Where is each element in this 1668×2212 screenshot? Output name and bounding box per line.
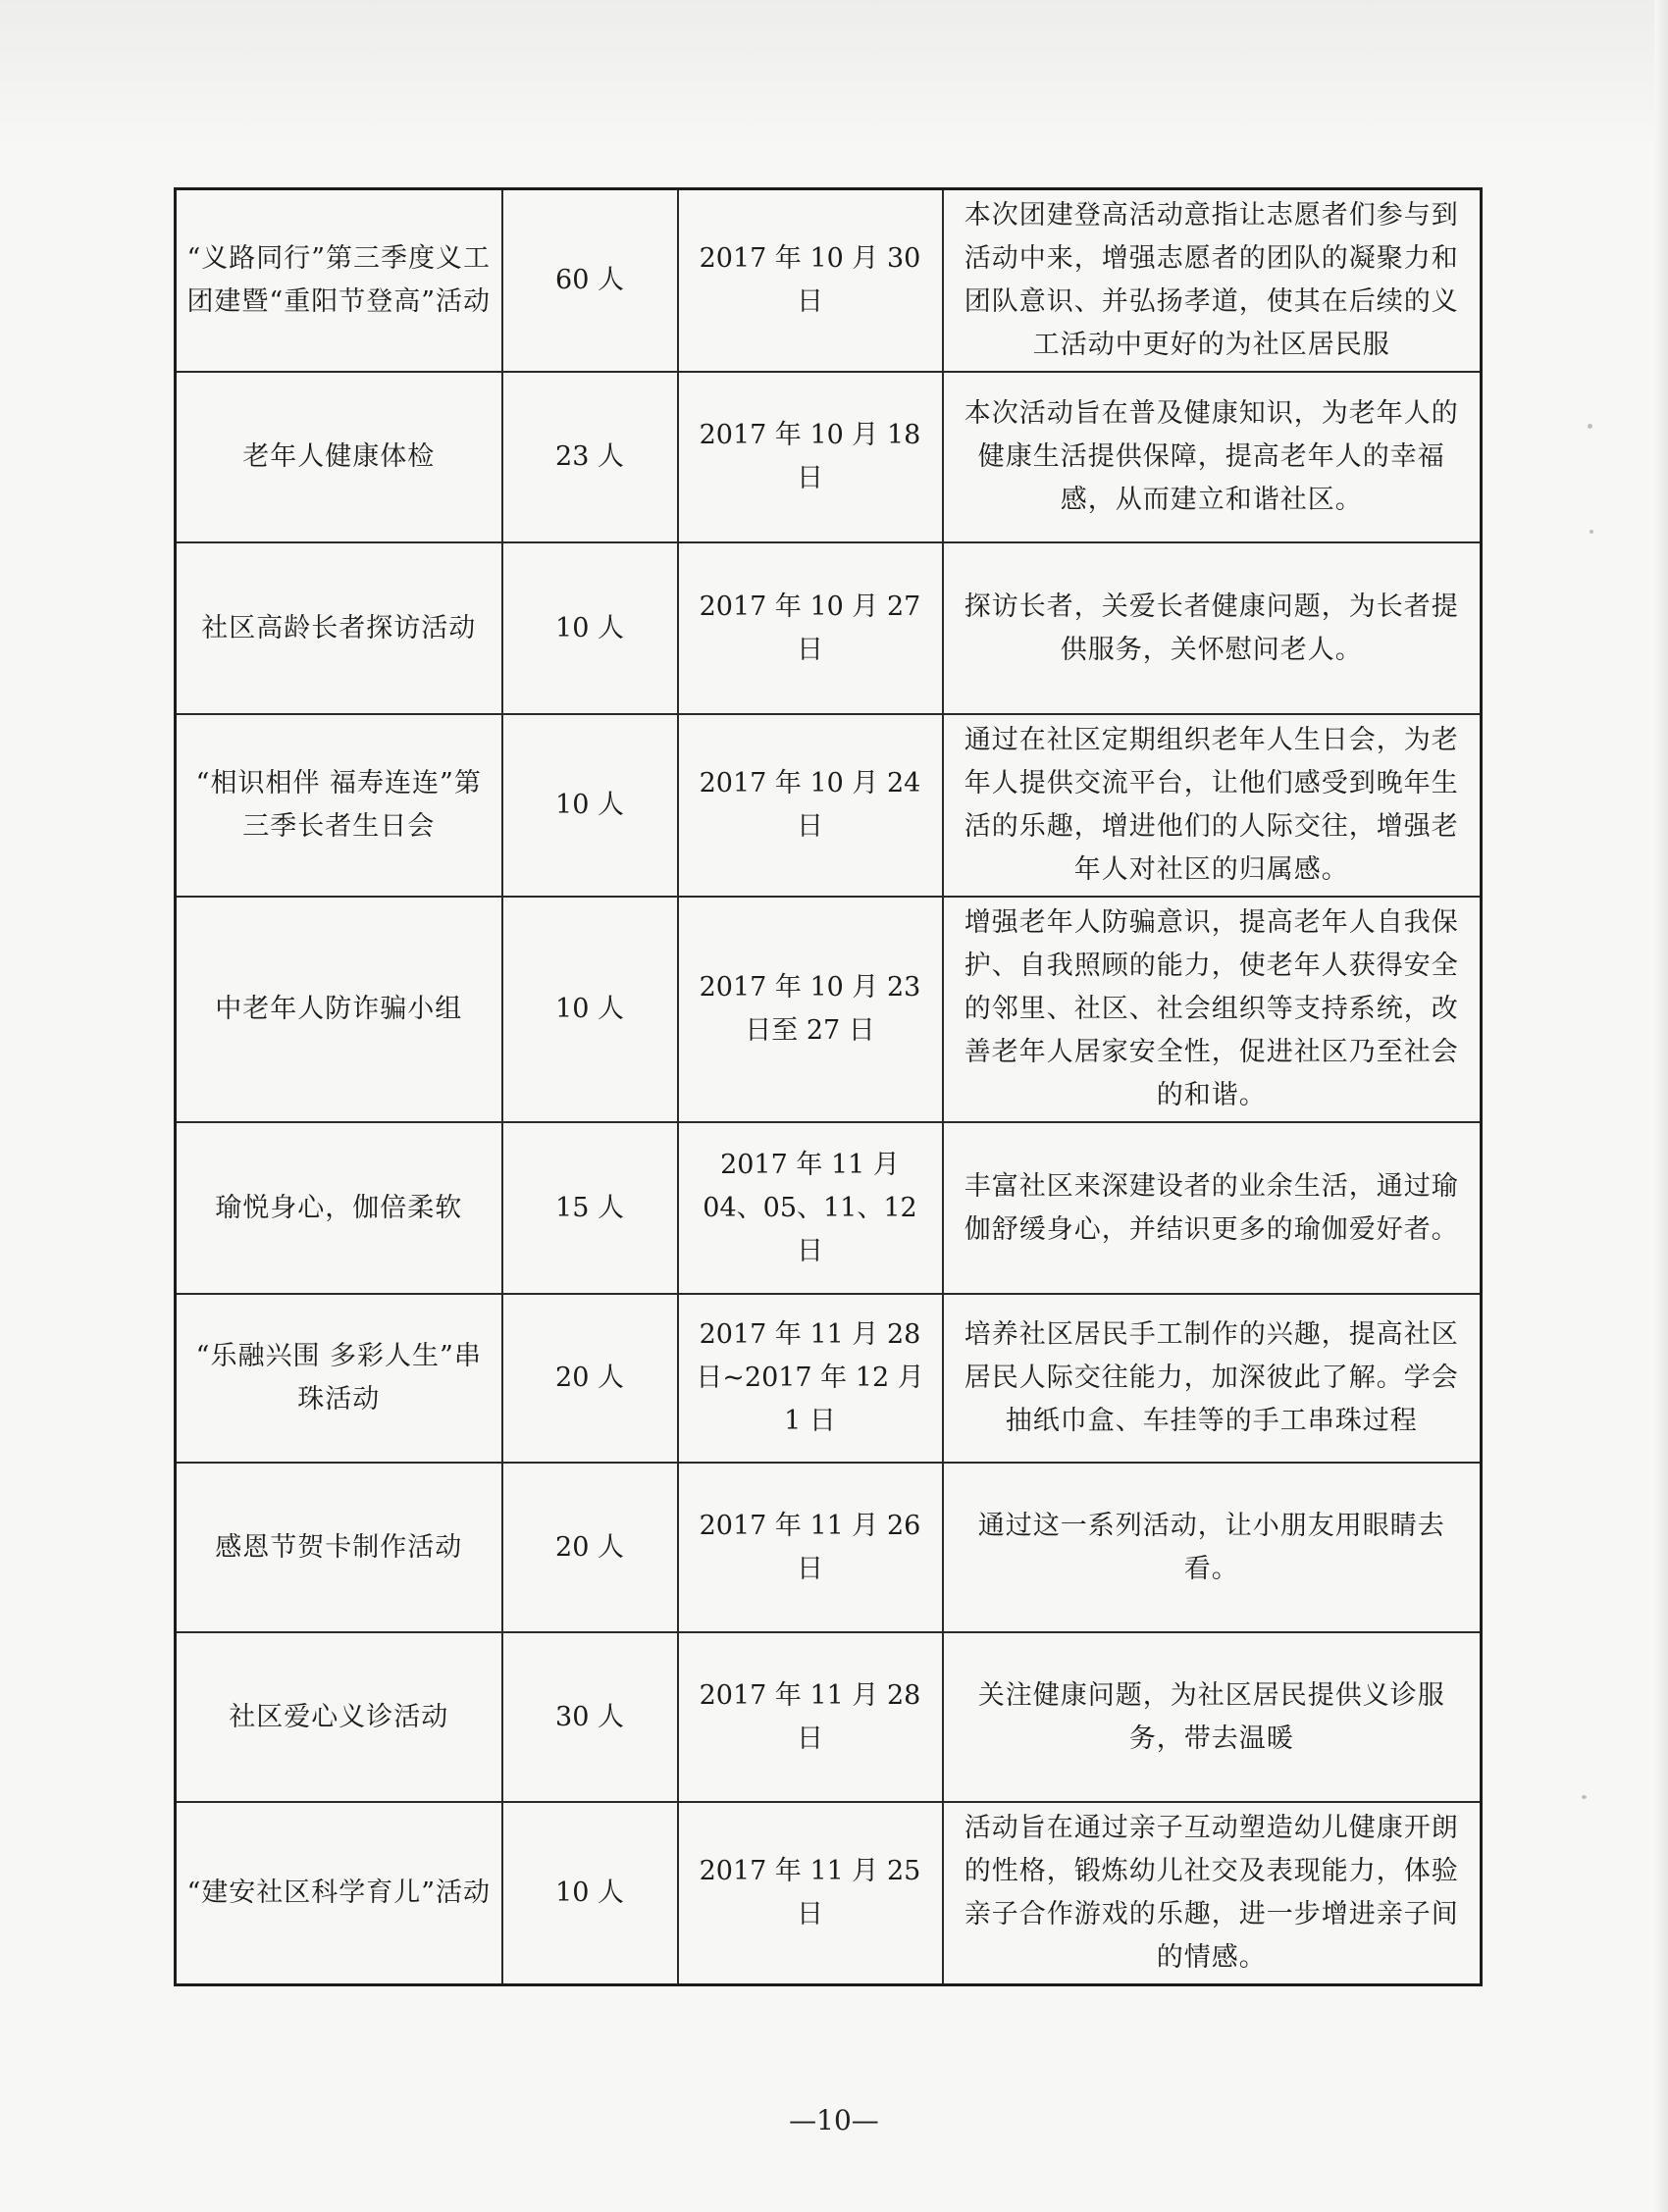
table-row (176, 1632, 1482, 1802)
participant-count: 20 人 (502, 1463, 678, 1632)
activity-name: “建安社区科学育儿”活动 (176, 1802, 502, 1985)
activity-date: 2017 年 11 月 28 日 (678, 1632, 943, 1802)
activity-name: 老年人健康体检 (176, 372, 502, 542)
table-row (176, 1122, 1482, 1294)
activity-name: “义路同行”第三季度义工团建暨“重阳节登高”活动 (176, 189, 502, 373)
activity-name: 瑜悦身心，伽倍柔软 (176, 1122, 502, 1294)
scan-shadow (0, 0, 1668, 147)
activity-name: 社区高龄长者探访活动 (176, 542, 502, 714)
activity-date: 2017 年 10 月 27 日 (678, 542, 943, 714)
participant-count: 30 人 (502, 1632, 678, 1802)
activity-table (174, 187, 1483, 1986)
scan-speck (1588, 424, 1592, 429)
table-row (176, 1802, 1482, 1985)
activity-name: 中老年人防诈骗小组 (176, 897, 502, 1122)
table-row (176, 372, 1482, 542)
activity-description: 本次活动旨在普及健康知识，为老年人的健康生活提供保障，提高老年人的幸福感，从而建立和谐社区。 (943, 372, 1482, 542)
activity-date: 2017 年 11 月 28 日~2017 年 12 月 1 日 (678, 1294, 943, 1463)
activity-name: 感恩节贺卡制作活动 (176, 1463, 502, 1632)
table-row (176, 189, 1482, 373)
scan-speck (1582, 1795, 1587, 1799)
table-row (176, 542, 1482, 714)
activity-description: 丰富社区来深建设者的业余生活，通过瑜伽舒缓身心，并结识更多的瑜伽爱好者。 (943, 1122, 1482, 1294)
activity-description: 本次团建登高活动意指让志愿者们参与到活动中来，增强志愿者的团队的凝聚力和团队意识、并弘扬孝道，使其在后续的义工活动中更好的为社区居民服 (943, 189, 1482, 373)
scan-speck (1590, 530, 1593, 534)
activity-description: 通过在社区定期组织老年人生日会，为老年人提供交流平台，让他们感受到晚年生活的乐趣，增进他们的人际交往，增强老年人对社区的归属感。 (943, 714, 1482, 897)
activity-date: 2017 年 10 月 30 日 (678, 189, 943, 373)
activity-name: 社区爱心义诊活动 (176, 1632, 502, 1802)
participant-count: 20 人 (502, 1294, 678, 1463)
activity-description: 活动旨在通过亲子互动塑造幼儿健康开朗的性格，锻炼幼儿社交及表现能力，体验亲子合作游戏的乐趣，进一步增进亲子间的情感。 (943, 1802, 1482, 1985)
activity-date: 2017 年 11 月 25 日 (678, 1802, 943, 1985)
activity-date: 2017 年 10 月 24 日 (678, 714, 943, 897)
participant-count: 15 人 (502, 1122, 678, 1294)
page-edge-shadow (1654, 0, 1668, 2212)
table-row (176, 714, 1482, 897)
table-row (176, 1463, 1482, 1632)
participant-count: 10 人 (502, 714, 678, 897)
activity-date: 2017 年 10 月 18 日 (678, 372, 943, 542)
activity-date: 2017 年 11 月 04、05、11、12 日 (678, 1122, 943, 1294)
activity-description: 通过这一系列活动，让小朋友用眼睛去看。 (943, 1463, 1482, 1632)
participant-count: 10 人 (502, 542, 678, 714)
activity-description: 培养社区居民手工制作的兴趣，提高社区居民人际交往能力，加深彼此了解。学会抽纸巾盒、车挂等的手工串珠过程 (943, 1294, 1482, 1463)
page-number: —10— (789, 2104, 879, 2136)
activity-date: 2017 年 11 月 26 日 (678, 1463, 943, 1632)
activity-date: 2017 年 10 月 23 日至 27 日 (678, 897, 943, 1122)
activity-description: 关注健康问题，为社区居民提供义诊服务，带去温暖 (943, 1632, 1482, 1802)
table-row (176, 1294, 1482, 1463)
participant-count: 23 人 (502, 372, 678, 542)
participant-count: 10 人 (502, 897, 678, 1122)
participant-count: 60 人 (502, 189, 678, 373)
activity-name: “相识相伴 福寿连连”第三季长者生日会 (176, 714, 502, 897)
table-row (176, 897, 1482, 1122)
activity-description: 探访长者，关爱长者健康问题，为长者提供服务，关怀慰问老人。 (943, 542, 1482, 714)
activity-description: 增强老年人防骗意识，提高老年人自我保护、自我照顾的能力，使老年人获得安全的邻里、社区、社会组织等支持系统，改善老年人居家安全性，促进社区乃至社会的和谐。 (943, 897, 1482, 1122)
participant-count: 10 人 (502, 1802, 678, 1985)
activity-name: “乐融兴围 多彩人生”串珠活动 (176, 1294, 502, 1463)
